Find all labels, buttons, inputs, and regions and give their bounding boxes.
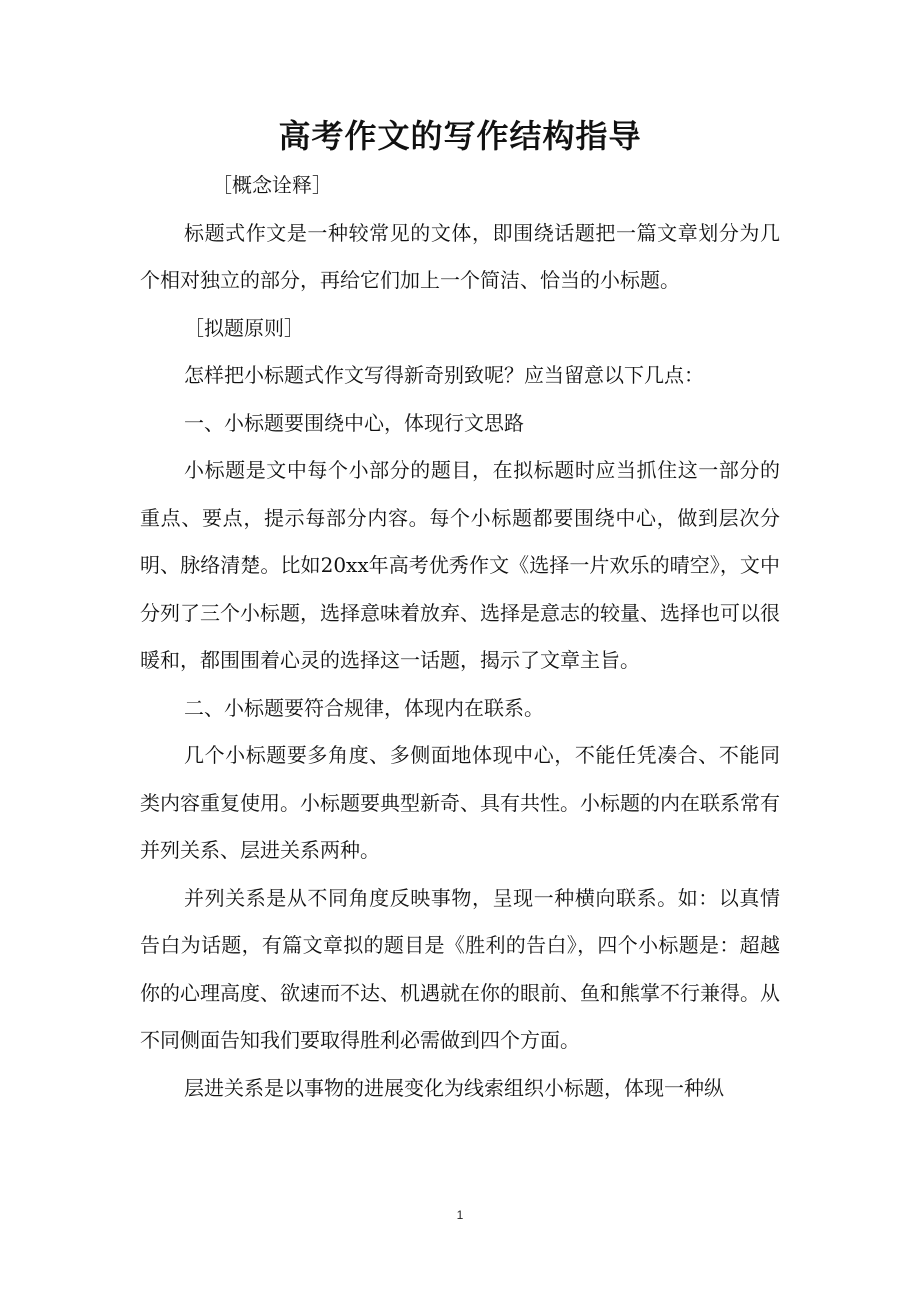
paragraph-parallel-relation: 并列关系是从不同角度反映事物，呈现一种横向联系。如：以真情告白为话题，有篇文章拟的题目是《胜利的告白》，四个小标题是：超越你的心理高度、欲速而不达、机遇就在你的眼前、鱼和熊掌不行兼得。从不同侧面告知我们要取得胜利必需做到四个方面。 [140,885,780,1052]
paragraph-definition: 标题式作文是一种较常见的文体，即围绕话题把一篇文章划分为几个相对独立的部分，再给它们加上一个简洁、恰当的小标题。 [140,220,780,292]
subheading-one: 一、小标题要围绕中心，体现行文思路 [184,410,524,435]
paragraph-intro-question: 怎样把小标题式作文写得新奇别致呢？应当留意以下几点： [184,363,704,387]
page-number: 1 [456,1208,464,1222]
subheading-two: 二、小标题要符合规律，体现内在联系。 [184,695,544,720]
document-body [140,162,780,1112]
paragraph-point-two: 几个小标题要多角度、多侧面地体现中心，不能任凭凑合、不能同类内容重复使用。小标题要典型新奇、具有共性。小标题的内在联系常有并列关系、层进关系两种。 [140,743,780,862]
document-title: 高考作文的写作结构指导 [278,117,642,155]
paragraph-point-one: 小标题是文中每个小部分的题目，在拟标题时应当抓住这一部分的重点、要点，提示每部分内容。每个小标题都要围绕中心，做到层次分明、脉络清楚。比如20xx年高考优秀作文《选择一片欢乐的晴空》，文中分列了三个小标题，选择意味着放弃、选择是意志的较量、选择也可以很暖和，都围围着心灵的选择这一话题，揭示了文章主旨。 [140,458,780,672]
section-label-concept: ［概念诠释］ [212,173,332,197]
section-label-principles: ［拟题原则］ [184,315,304,340]
paragraph-progressive-relation: 层进关系是以事物的进展变化为线索组织小标题，体现一种纵 [184,1075,724,1100]
